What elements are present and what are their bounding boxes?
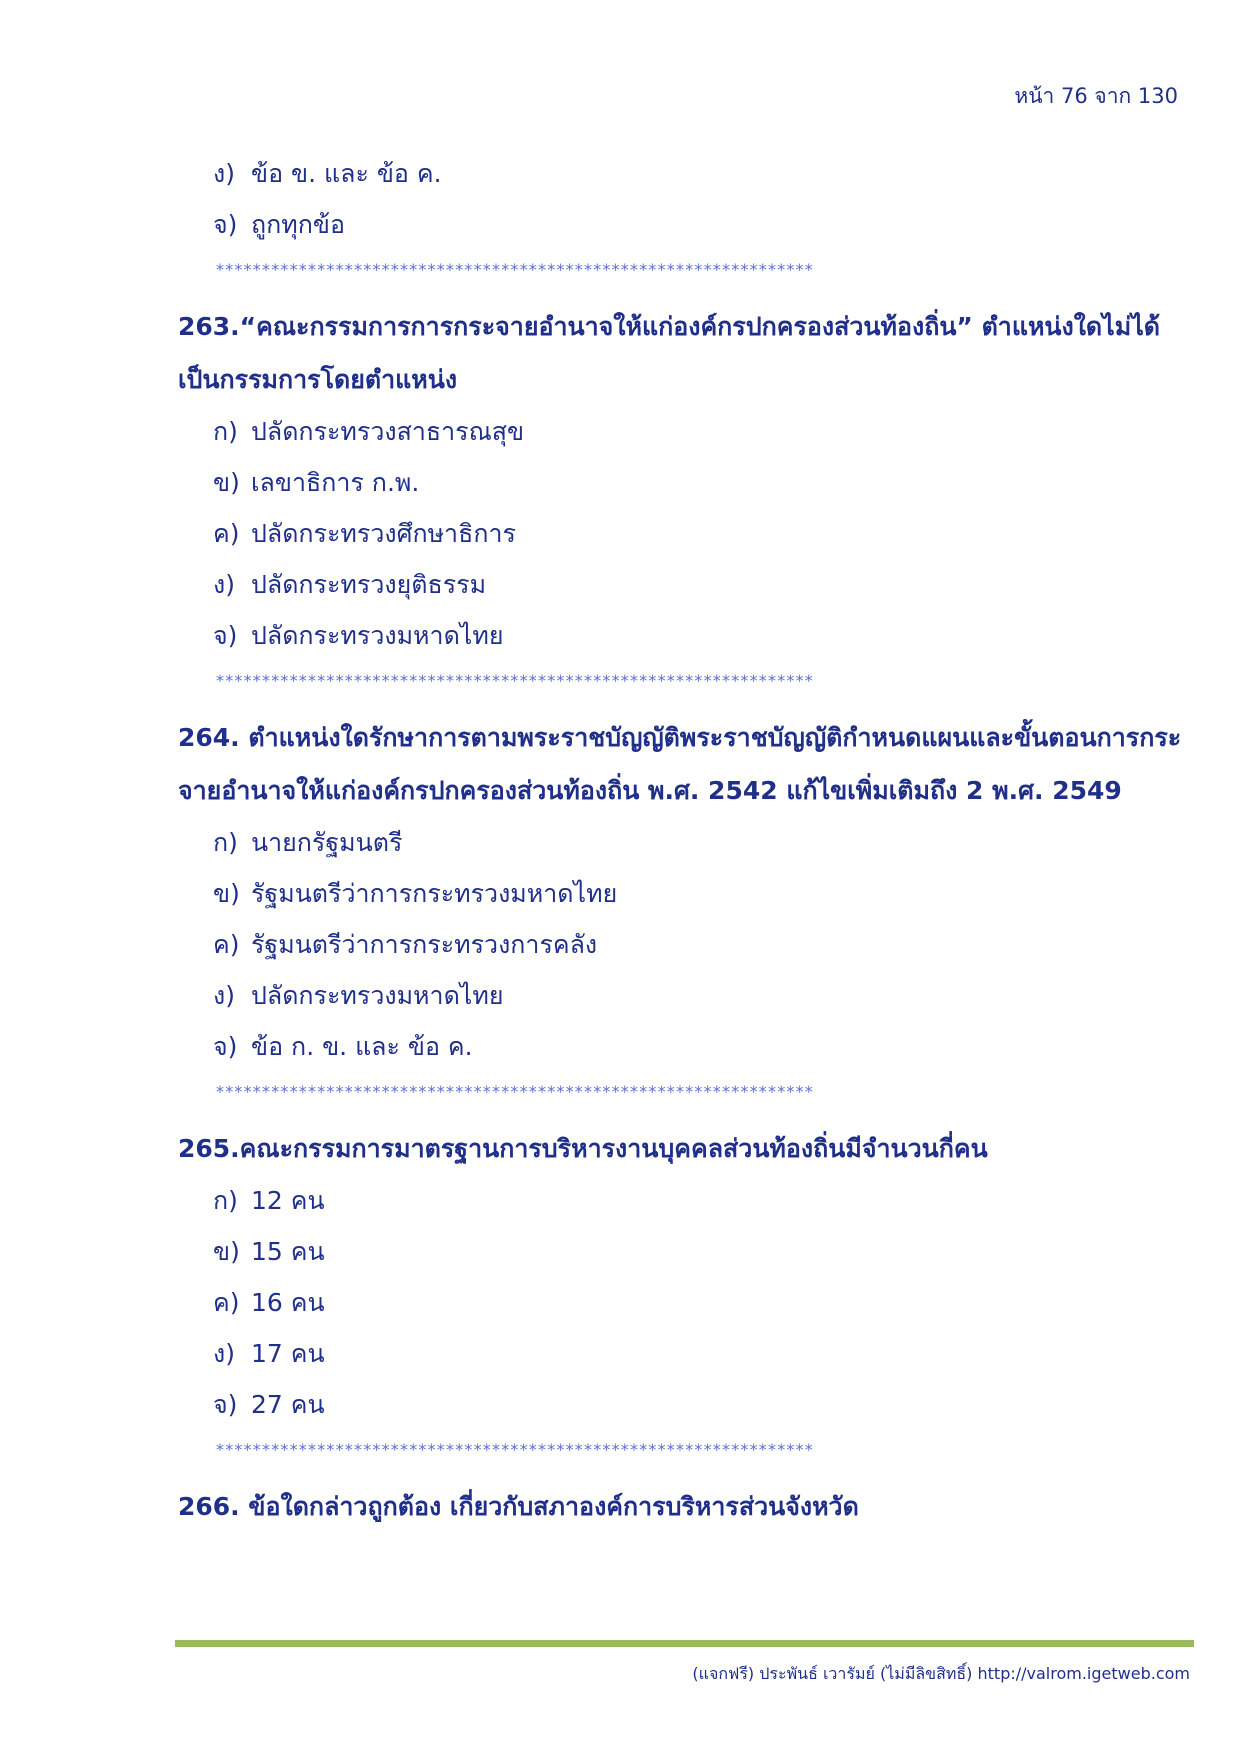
option-item xyxy=(0,1277,1240,1328)
option-letter: จ) xyxy=(213,1390,238,1419)
option-text: 15 คน xyxy=(251,1237,325,1266)
option-letter: ค) xyxy=(213,519,240,548)
question-266: 266. ข้อใดกล่าวถูกต้อง เกี่ยวกับสภาองค์การบริหารส่วนจังหวัด xyxy=(178,1492,859,1521)
option-text: ปลัดกระทรวงศึกษาธิการ xyxy=(251,519,516,548)
option-letter: จ) xyxy=(213,210,238,239)
option-text: เลขาธิการ ก.พ. xyxy=(251,468,420,497)
option-item xyxy=(0,817,1240,868)
separator-line: ***************************************************************** xyxy=(216,671,814,690)
option-item xyxy=(0,1328,1240,1379)
option-text: รัฐมนตรีว่าการกระทรวงการคลัง xyxy=(251,930,598,959)
option-text: ปลัดกระทรวงมหาดไทย xyxy=(251,621,504,650)
option-item xyxy=(0,1379,1240,1430)
option-item xyxy=(0,508,1240,559)
option-text: 17 คน xyxy=(251,1339,325,1368)
option-text: ปลัดกระทรวงยุติธรรม xyxy=(251,570,487,599)
option-text: รัฐมนตรีว่าการกระทรวงมหาดไทย xyxy=(251,879,618,908)
option-letter: ก) xyxy=(213,828,238,857)
separator-line: ***************************************************************** xyxy=(216,1082,814,1101)
option-letter: ค) xyxy=(213,1288,240,1317)
option-item xyxy=(0,1175,1240,1226)
option-item xyxy=(0,1226,1240,1277)
option-item xyxy=(0,1021,1240,1072)
option-text: 16 คน xyxy=(251,1288,325,1317)
option-text: ข้อ ก. ข. และ ข้อ ค. xyxy=(251,1032,473,1061)
separator-line: ***************************************************************** xyxy=(216,1440,814,1459)
option-item xyxy=(0,148,1240,199)
footer-divider xyxy=(175,1640,1194,1647)
option-text: ข้อ ข. และ ข้อ ค. xyxy=(251,159,442,188)
option-text: 12 คน xyxy=(251,1186,325,1215)
option-letter: จ) xyxy=(213,621,238,650)
option-letter: ข) xyxy=(213,468,240,497)
option-letter: จ) xyxy=(213,1032,238,1061)
option-item xyxy=(0,919,1240,970)
option-text: ถูกทุกข้อ xyxy=(251,210,345,239)
option-item xyxy=(0,610,1240,661)
footer-credit: (แจกฟรี) ประพันธ์ เวารัมย์ (ไม่มีลิขสิทธิ์) http://valrom.igetweb.com xyxy=(692,1664,1190,1683)
option-letter: ข) xyxy=(213,1237,240,1266)
question-265: 265.คณะกรรมการมาตรฐานการบริหารงานบุคคลส่วนท้องถิ่นมีจำนวนกี่คน xyxy=(178,1134,988,1163)
option-letter: ก) xyxy=(213,1186,238,1215)
option-letter: ก) xyxy=(213,417,238,446)
option-letter: ค) xyxy=(213,930,240,959)
option-letter: ง) xyxy=(213,1339,235,1368)
option-letter: ง) xyxy=(213,570,235,599)
option-item xyxy=(0,970,1240,1021)
option-item xyxy=(0,457,1240,508)
document-body xyxy=(0,148,1240,1533)
option-item xyxy=(0,559,1240,610)
option-item xyxy=(0,199,1240,250)
option-text: 27 คน xyxy=(251,1390,325,1419)
option-text: ปลัดกระทรวงมหาดไทย xyxy=(251,981,504,1010)
page-number: หน้า 76 จาก 130 xyxy=(1014,84,1178,108)
option-text: ปลัดกระทรวงสาธารณสุข xyxy=(251,417,525,446)
option-letter: ง) xyxy=(213,159,235,188)
separator-line: ***************************************************************** xyxy=(216,260,814,279)
option-item xyxy=(0,868,1240,919)
option-item xyxy=(0,406,1240,457)
question-264: 264. ตำแหน่งใดรักษาการตามพระราชบัญญัติพระราชบัญญัติกำหนดแผนและขั้นตอนการกระจายอำนาจให้แก่องค์กรปกครองส่วนท้องถิ่น พ.ศ. 2542 แก้ไขเพิ่มเติมถึง 2 พ.ศ. 2549 xyxy=(178,723,1182,805)
option-letter: ง) xyxy=(213,981,235,1010)
option-letter: ข) xyxy=(213,879,240,908)
question-263: 263.“คณะกรรมการการกระจายอำนาจให้แก่องค์กรปกครองส่วนท้องถิ่น” ตำแหน่งใดไม่ได้เป็นกรรมการโดยตำแหน่ง xyxy=(178,312,1161,394)
option-text: นายกรัฐมนตรี xyxy=(251,828,403,857)
